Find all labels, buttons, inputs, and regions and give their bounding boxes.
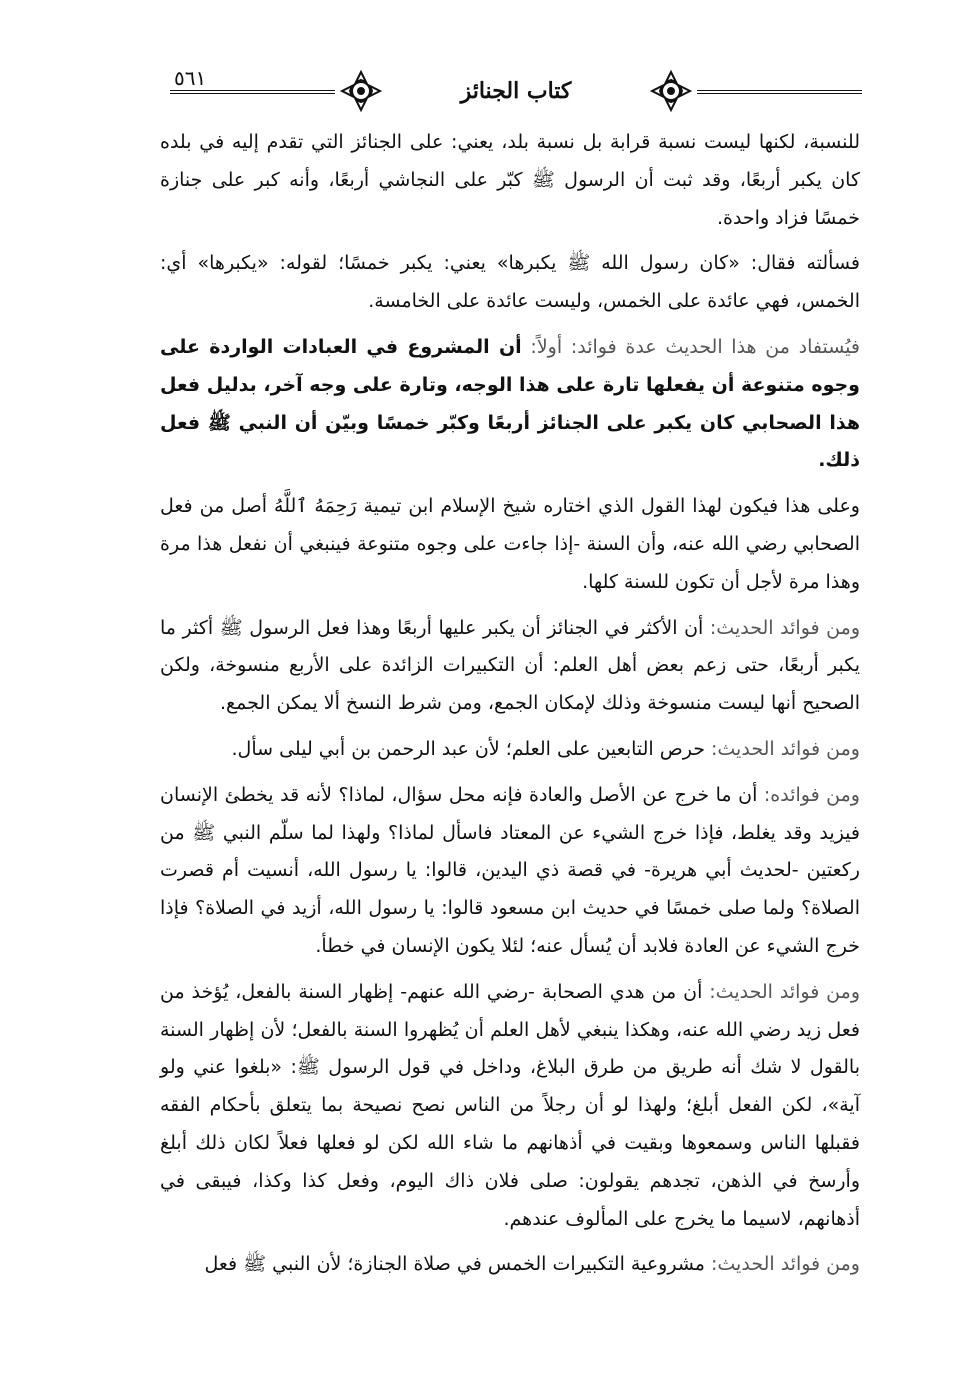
paragraph-text: مشروعية التكبيرات الخمس في صلاة الجنازة؛ لأن النبي ﷺ فعل: [204, 1253, 705, 1276]
paragraph-6: [160, 731, 860, 769]
paragraph-lead: فيُستفاد من هذا الحديث عدة فوائد: أولاً:: [530, 335, 860, 358]
page-number: ٥٦١: [174, 66, 207, 90]
paragraph-2: [160, 245, 860, 321]
chapter-title: كتاب الجنائز: [460, 78, 572, 104]
paragraph-text: فسألته فقال: «كان رسول الله ﷺ يكبرها» يعني: يكبر خمسًا؛ لقوله: «يكبرها» أي: الخمس، فهي عائدة على الخمس، وليست عائدة على الخامسة.: [160, 252, 860, 313]
paragraph-text: أن الأكثر في الجنائز أن يكبر عليها أربعًا وهذا فعل الرسول ﷺ أكثر ما يكبر أربعًا، حتى زعم بعض أهل العلم: أن التكبيرات الزائدة على الأربع منسوخة، ولكن الصحيح أنها ليست منسوخة وذلك لإمكان الجمع، ومن شرط النسخ ألا يمكن الجمع.: [160, 616, 860, 715]
body-text: [160, 124, 860, 1292]
paragraph-3: [160, 329, 860, 480]
paragraph-text: وعلى هذا فيكون لهذا القول الذي اختاره شيخ الإسلام ابن تيمية رَحِمَهُ ٱللَّهُ أصل من فعل الصحابي رضي الله عنه، وأن السنة -إذا جاءت على وجوه متنوعة فينبغي أن نفعل هذا مرة وهذا مرة لأجل أن تكون للسنة كلها.: [160, 495, 860, 593]
paragraph-4: [160, 488, 860, 601]
ornament-right-icon: [648, 68, 694, 114]
paragraph-text: حرص التابعين على العلم؛ لأن عبد الرحمن بن أبي ليلى سأل.: [231, 737, 705, 760]
paragraph-9: [160, 1246, 860, 1284]
header-rule-left: [170, 90, 335, 94]
paragraph-text: أن المشروع في العبادات الواردة على وجوه متنوعة أن يفعلها تارة على هذا الوجه، وتارة على وجه آخر، بدليل فعل هذا الصحابي كان يكبر على الجنائز أربعًا وكبّر خمسًا وبيّن أن النبي ﷺ فعل ذلك.: [160, 335, 860, 472]
paragraph-lead: ومن فوائده:: [763, 783, 860, 806]
header-rule-right: [697, 90, 862, 94]
paragraph-lead: ومن فوائد الحديث:: [711, 737, 860, 760]
paragraph-1: [160, 124, 860, 237]
ornament-left-icon: [338, 68, 384, 114]
paragraph-7: [160, 777, 860, 966]
paragraph-text: أن ما خرج عن الأصل والعادة فإنه محل سؤال، لماذا؟ لأنه قد يخطئ الإنسان فيزيد وقد يغلط، فإذا خرج الشيء عن المعتاد فاسأل لماذا؟ ولهذا لما سلّم النبي ﷺ من ركعتين -لحديث أبي هريرة- في قصة ذي اليدين، قالوا: يا رسول الله، أنسيت أم قصرت الصلاة؟ ولما صلى خمسًا في حديث ابن مسعود قالوا: يا رسول الله، أزيد في الصلاة؟ فإذا خرج الشيء عن العادة فلابد أن يُسأل عنه؛ لئلا يكون الإنسان في خطأ.: [160, 783, 860, 957]
paragraph-8: [160, 974, 860, 1239]
paragraph-lead: ومن فوائد الحديث:: [709, 980, 861, 1003]
paragraph-lead: ومن فوائد الحديث:: [711, 1253, 860, 1276]
paragraph-lead: ومن فوائد الحديث:: [709, 616, 860, 639]
paragraph-text: أن من هدي الصحابة -رضي الله عنهم- إظهار السنة بالفعل، يُؤخذ من فعل زيد رضي الله عنه، وهكذا ينبغي لأهل العلم أن يُظهروا السنة بالفعل؛ لأن إظهار السنة بالقول لا شك أنه طريق من طرق البلاغ، وداخل في قول الرسول ﷺ: «بلغوا عني ولو آية»، لكن الفعل أبلغ؛ ولهذا لو أن رجلاً من الناس نصح نصيحة بما يتعلق بأحكام الفقه فقبلها الناس وسمعوها وبقيت في أذهانهم ما شاء الله لكن لو فعلها فعلاً لكان ذلك أبلغ وأرسخ في الذهن، تجدهم يقولون: صلى فلان ذاك اليوم، وفعل كذا وكذا، فيبقى في أذهانهم، لاسيما ما يخرج على المألوف عندهم.: [160, 980, 860, 1230]
page-header: [170, 64, 862, 120]
paragraph-5: [160, 610, 860, 723]
paragraph-text: للنسبة، لكنها ليست نسبة قرابة بل نسبة بلد، يعني: على الجنائز التي تقدم إليه في بلده كان يكبر أربعًا، وقد ثبت أن الرسول ﷺ كبّر على النجاشي أربعًا، وأنه كبر على جنازة خمسًا فزاد واحدة.: [160, 131, 860, 229]
